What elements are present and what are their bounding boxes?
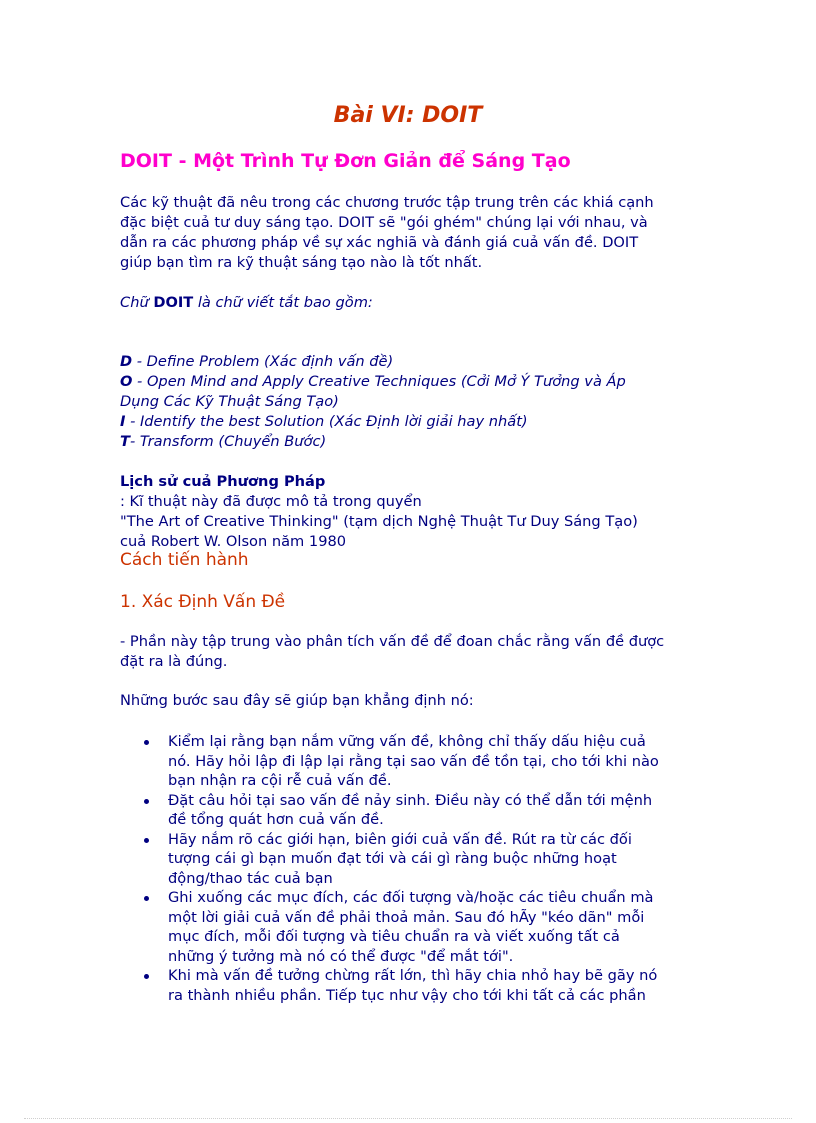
acronym-intro-after: là chữ viết tắt bao gồm: [193,294,373,311]
doit-letter: D [120,353,133,370]
list-item-line: Đặt câu hỏi tại sao vấn đề nảy sinh. Điều này có thể dẫn tới mệnh [168,791,653,809]
list-item-line: Hãy nắm rõ các giới hạn, biên giới cuả vấn đề. Rút ra từ các đối [168,830,632,848]
doit-text: Dụng Các Kỹ Thuật Sáng Tạo) [120,393,339,410]
bullet-dot-icon [144,740,149,745]
list-item-line: tượng cái gì bạn muốn đạt tới và cái gì ràng buộc những hoạt [168,850,617,867]
intro-line: dẫn ra các phương pháp về sự xác nghiã và đánh giá cuả vấn đề. DOIT [120,234,639,251]
history-line [120,472,638,512]
list-item-line: nó. Hãy hỏi lập đi lập lại rằng tại sao vấn đề tồn tại, cho tới khi nào [168,752,659,770]
doit-text: - Define Problem (Xác định vấn đề) [132,353,394,370]
history-paragraph [120,472,638,552]
doit-item-t [120,432,626,452]
history-text: : Kĩ thuật này đã được mô tả trong quyển [120,493,422,510]
history-line: "The Art of Creative Thinking" (tạm dịch Nghệ Thuật Tư Duy Sáng Tạo) [120,513,638,530]
doit-item-o-cont [120,392,626,412]
list-item [168,830,659,889]
intro-paragraph [120,193,654,273]
doit-item-o [120,372,626,392]
intro-line: giúp bạn tìm ra kỹ thuật sáng tạo nào là tốt nhất. [120,254,483,271]
intro-line: Các kỹ thuật đã nêu trong các chương trước tập trung trên các khiá cạnh [120,194,654,211]
list-item-line: mục đích, mỗi đối tượng và tiêu chuẩn ra và viết xuống tất cả [168,928,620,945]
history-line: cuả Robert W. Olson năm 1980 [120,533,347,550]
intro-line: đặc biệt cuả tư duy sáng tạo. DOIT sẽ "gói ghém" chúng lại với nhau, và [120,214,648,231]
doit-text: - Open Mind and Apply Creative Techniques (Cởi Mở Ý Tưởng và Áp [132,373,626,390]
doit-text: - Transform (Chuyển Bước) [129,433,327,450]
bullet-dot-icon [144,838,149,843]
step1-line: - Phần này tập trung vào phân tích vấn đề để đoan chắc rằng vấn đề được [120,633,665,650]
steps-intro: Những bước sau đây sẽ giúp bạn khẳng định nó: [120,692,474,709]
list-item-line: Khi mà vấn đề tưởng chừng rất lớn, thì hãy chia nhỏ hay bẽ gãy nó [168,967,658,984]
list-item [168,888,659,966]
page-title: Bài VI: DOIT [333,103,483,128]
doit-letter: O [120,373,133,390]
doit-list [120,352,626,452]
acronym-word: DOIT [153,294,194,311]
list-item-line: Kiểm lại rằng bạn nắm vững vấn đề, không chỉ thấy dấu hiệu cuả [168,733,646,750]
list-item [168,966,659,1005]
list-item-line: Ghi xuống các mục đích, các đối tượng và/hoặc các tiêu chuẩn mà [168,889,654,906]
page-bottom-divider [24,1118,792,1119]
step1-heading: 1. Xác Định Vấn Đề [120,592,286,612]
bullet-dot-icon [144,896,149,901]
doit-letter: I [120,413,126,430]
section-heading: Cách tiến hành [120,550,249,570]
list-item-line: đề tổng quát hơn cuả vấn đề. [168,811,384,828]
step1-line: đặt ra là đúng. [120,653,228,670]
bullet-dot-icon [144,799,149,804]
doit-text: - Identify the best Solution (Xác Định lời giải hay nhất) [125,413,528,430]
doit-item-i [120,412,626,432]
step1-paragraph [120,632,664,672]
list-item-line: ra thành nhiều phần. Tiếp tục như vậy cho tới khi tất cả các phần [168,986,646,1004]
bullet-dot-icon [144,974,149,979]
list-item [168,791,659,830]
list-item-line: một lời giải cuả vấn đề phải thoả mản. Sau đó hÃy "kéo dãn" mỗi [168,908,645,926]
acronym-intro [120,293,373,313]
steps-bullet-list [168,732,659,1005]
list-item-line: bạn nhận ra cội rễ cuả vấn đề. [168,772,392,789]
list-item-line: những ý tưởng mà nó có thể được "để mắt tới". [168,947,514,965]
doit-item-d [120,352,626,372]
list-item [168,732,659,791]
doit-letter: T [120,433,130,450]
list-item-line: động/thao tác cuả bạn [168,869,333,887]
acronym-intro-before: Chữ [120,294,154,311]
history-label: Lịch sử cuả Phương Pháp [120,473,326,490]
page-subtitle: DOIT - Một Trình Tự Đơn Giản để Sáng Tạo [120,150,571,172]
